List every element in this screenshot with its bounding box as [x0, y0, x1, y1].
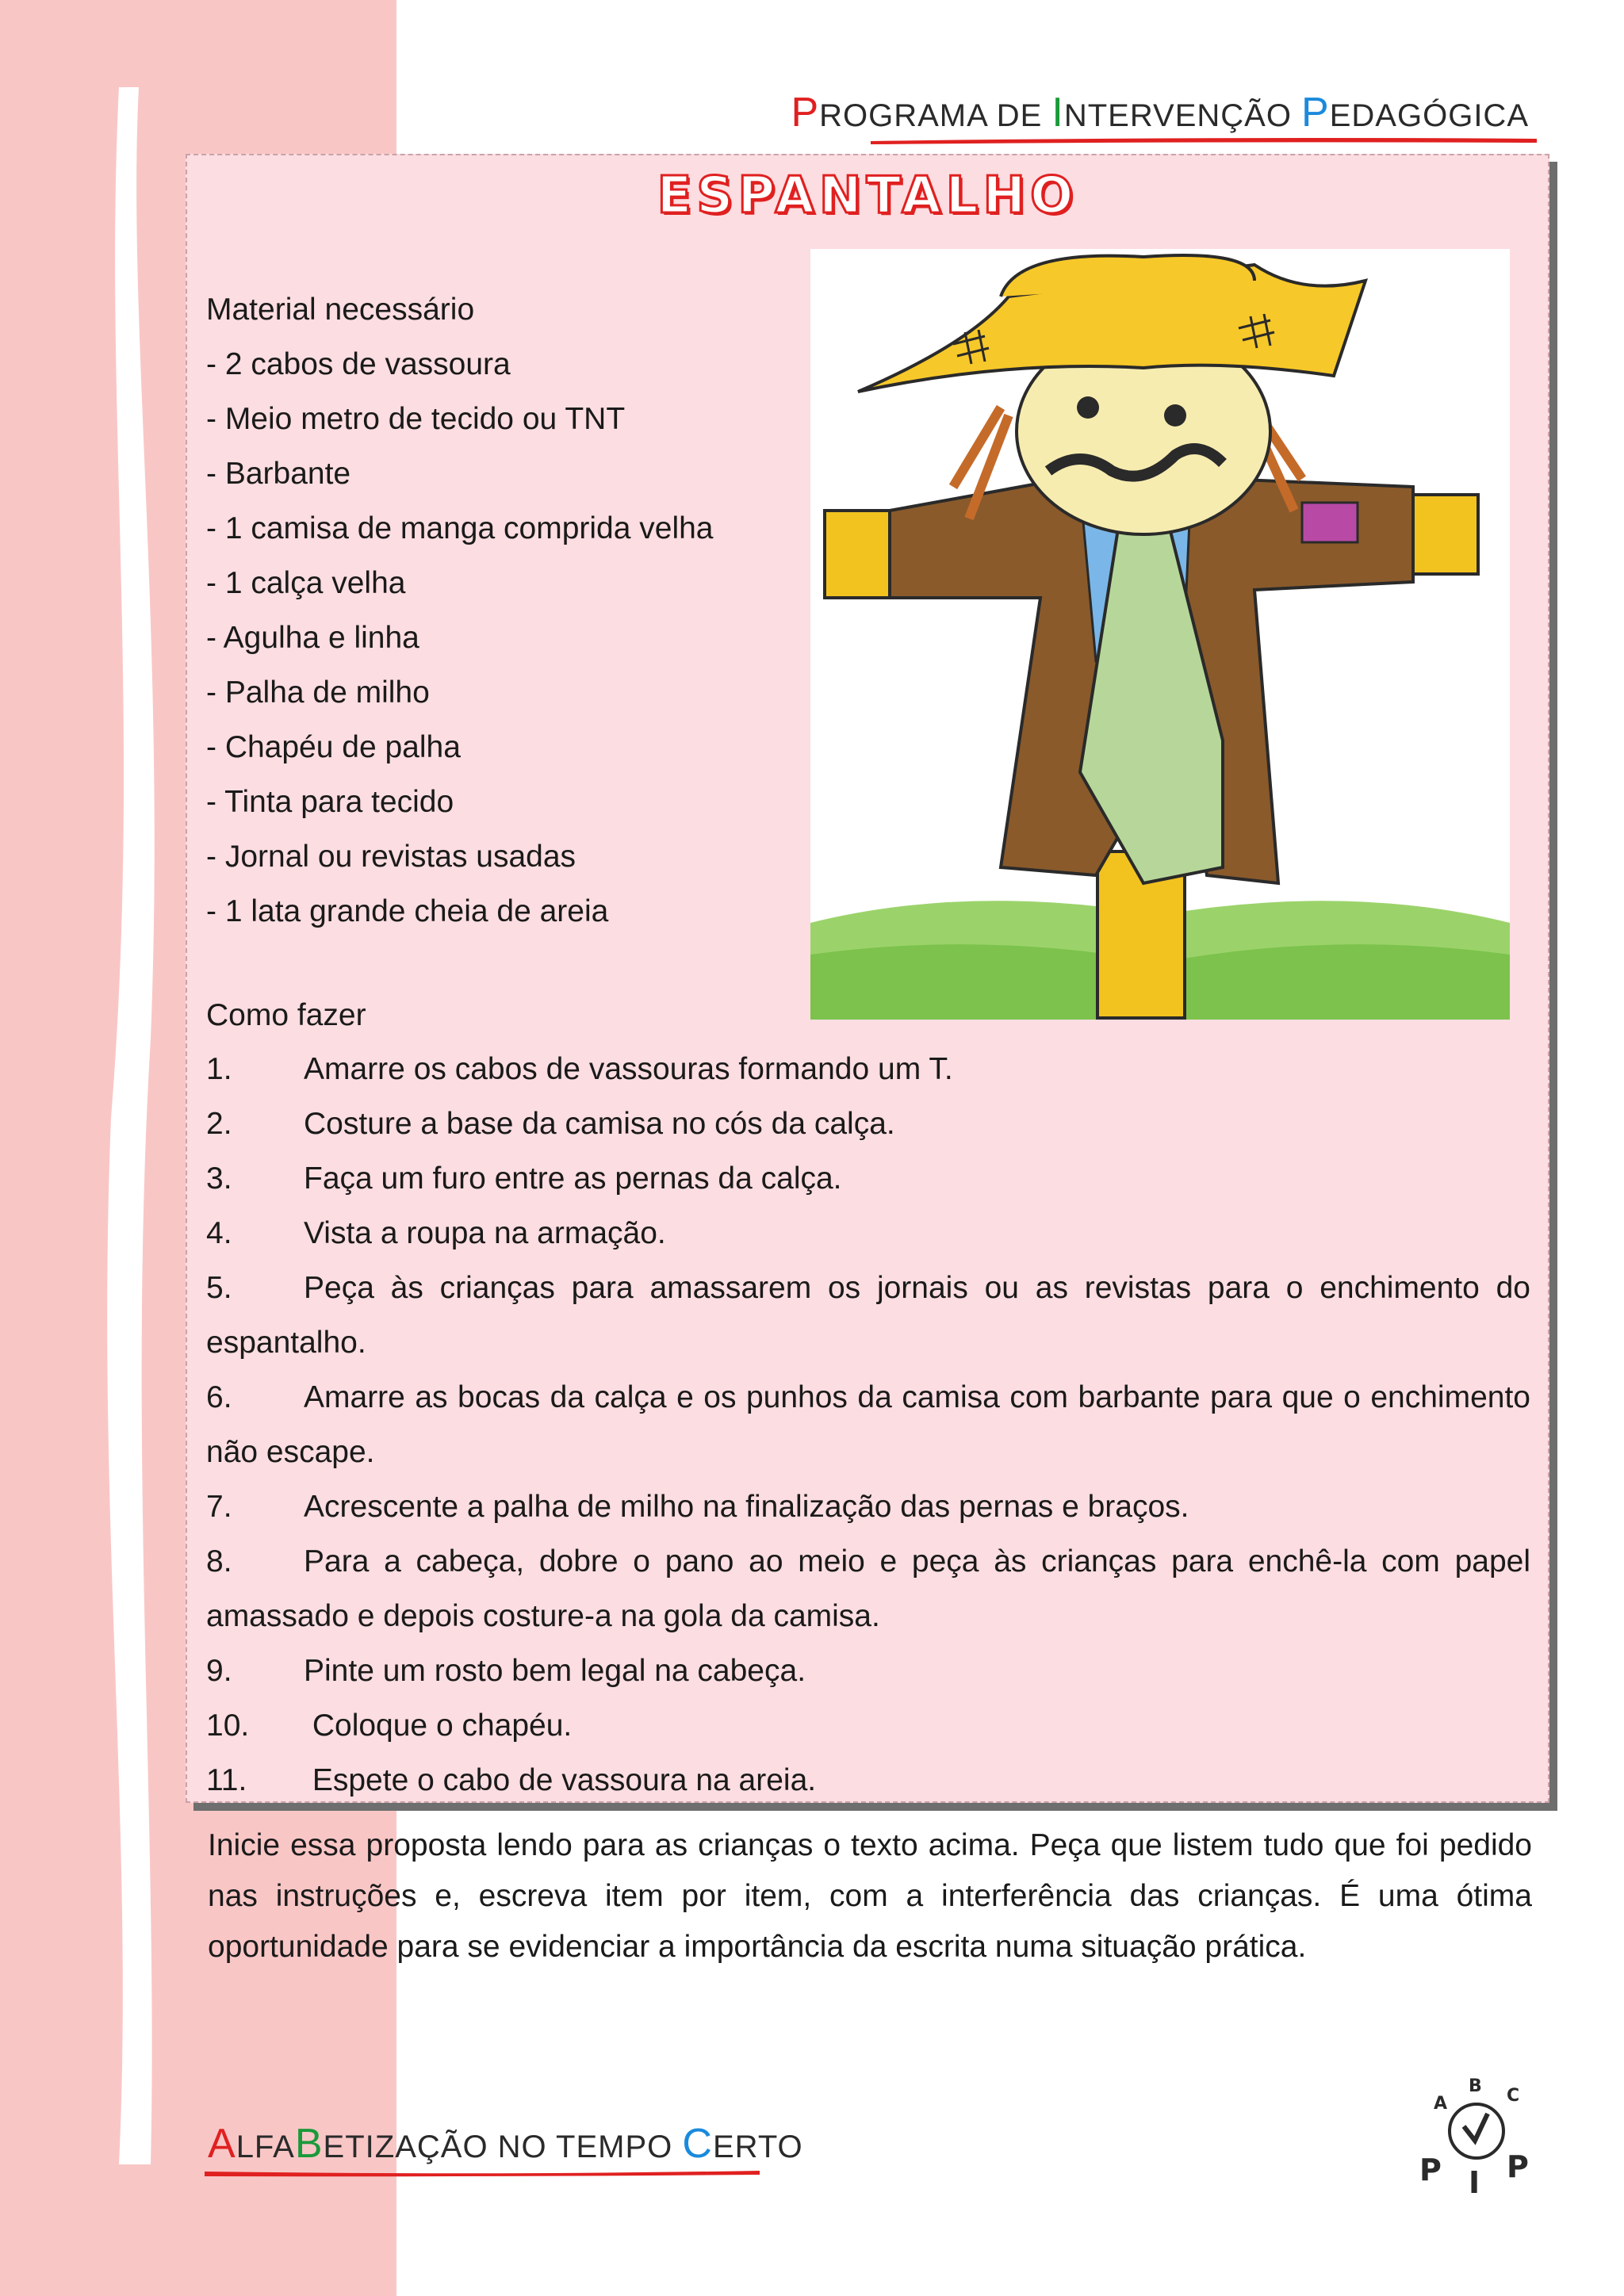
step-item [206, 1151, 1530, 1206]
step-number: 8. [206, 1544, 232, 1578]
step-text: Amarre os cabos de vassouras formando um T. [304, 1052, 953, 1086]
intro-paragraph: Inicie essa proposta lendo para as crianças o texto acima. Peça que listem tudo que foi pedido nas instruções e, escreva item por item, com a interferência das crianças. É uma ótima oportunidade para se evidenciar a importância da escrita numa situação prática. [208, 1828, 1532, 1964]
step-item [206, 1096, 1530, 1151]
material-item: - Jornal ou revistas usadas [206, 840, 576, 874]
step-item [206, 1753, 1530, 1808]
step-text: Coloque o chapéu. [304, 1709, 573, 1743]
step-text: Pinte um rosto bem legal na cabeça. [304, 1654, 806, 1688]
logo-letter-c: C [1507, 2086, 1520, 2106]
step-number: 1. [206, 1052, 232, 1086]
step-number: 4. [206, 1216, 232, 1250]
header-cap-2: I [1051, 90, 1064, 136]
material-item: - Barbante [206, 457, 351, 491]
steps-list [206, 1042, 1530, 1808]
step-item [206, 1698, 1530, 1753]
header-rest-2: NTERVENÇÃO [1063, 98, 1302, 133]
step-text: Amarre as bocas da calça e os punhos da camisa com barbante para que o enchimento não escape. [206, 1380, 1530, 1469]
step-number: 10. [206, 1709, 250, 1743]
logo-letter-p1: P [1419, 2152, 1442, 2187]
step-item [206, 1261, 1530, 1370]
materials-list [206, 282, 713, 939]
header-cap-1: P [791, 90, 820, 136]
material-item: - Chapéu de palha [206, 730, 461, 764]
step-text: Espete o cabo de vassoura na areia. [304, 1763, 817, 1797]
material-item: - 1 calça velha [206, 566, 406, 600]
step-number: 2. [206, 1107, 232, 1141]
header-rest-3: EDAGÓGICA [1329, 98, 1529, 133]
page-title: ESPANTALHO [657, 166, 1078, 225]
material-item: - Meio metro de tecido ou TNT [206, 402, 626, 436]
page-footer [208, 2120, 803, 2168]
step-number: 9. [206, 1654, 232, 1688]
step-item [206, 1479, 1530, 1534]
step-text: Peça às crianças para amassarem os jornais ou as revistas para o enchimento do espantalho. [206, 1271, 1530, 1360]
footer-rest-2: ETIZAÇÃO NO TEMPO [323, 2130, 683, 2164]
footer-cap-3: C [682, 2121, 713, 2167]
material-item: - 1 lata grande cheia de areia [206, 894, 609, 928]
footer-cap-2: B [294, 2121, 324, 2167]
step-text: Faça um furo entre as pernas da calça. [304, 1161, 842, 1196]
step-item [206, 1644, 1530, 1698]
materials-heading: Material necessário [206, 293, 475, 327]
material-item: - 2 cabos de vassoura [206, 347, 511, 381]
logo-letter-a: A [1434, 2094, 1448, 2114]
step-number: 11. [206, 1763, 247, 1797]
step-number: 3. [206, 1161, 232, 1196]
step-text: Para a cabeça, dobre o pano ao meio e peça às crianças para enchê-la com papel amassado e depois costure-a na gola da camisa. [206, 1544, 1530, 1633]
step-text: Costure a base da camisa no cós da calça. [304, 1107, 895, 1141]
logo-letter-i: I [1469, 2165, 1480, 2200]
step-item [206, 1206, 1530, 1261]
step-item [206, 1042, 1530, 1096]
step-number: 6. [206, 1380, 232, 1414]
logo-letter-b: B [1469, 2076, 1482, 2096]
logo-letter-p2: P [1507, 2149, 1529, 2184]
material-item: - 1 camisa de manga comprida velha [206, 511, 714, 545]
step-text: Acrescente a palha de milho na finalização das pernas e braços. [304, 1490, 1189, 1524]
instructions-box [186, 154, 1549, 1803]
material-item: - Agulha e linha [206, 621, 419, 655]
scarecrow-icon [810, 249, 1510, 1020]
header-cap-3: P [1301, 90, 1330, 136]
material-item: - Tinta para tecido [206, 785, 454, 819]
footer-red-underline [205, 2169, 760, 2177]
step-text: Vista a roupa na armação. [304, 1216, 666, 1250]
footer-rest-1: LFA [236, 2130, 295, 2164]
howto-heading: Como fazer [206, 998, 366, 1032]
header-red-underline [871, 136, 1537, 144]
footer-cap-1: A [208, 2121, 236, 2167]
step-number: 7. [206, 1490, 232, 1524]
material-item: - Palha de milho [206, 675, 430, 710]
header-rest-1: ROGRAMA DE [819, 98, 1052, 133]
white-brush-stroke [95, 87, 167, 2164]
step-item [206, 1370, 1530, 1479]
step-item [206, 1534, 1530, 1644]
footer-rest-3: ERTO [712, 2130, 803, 2164]
page-header [791, 89, 1529, 136]
pip-logo-icon [1404, 2061, 1546, 2204]
step-number: 5. [206, 1271, 232, 1305]
